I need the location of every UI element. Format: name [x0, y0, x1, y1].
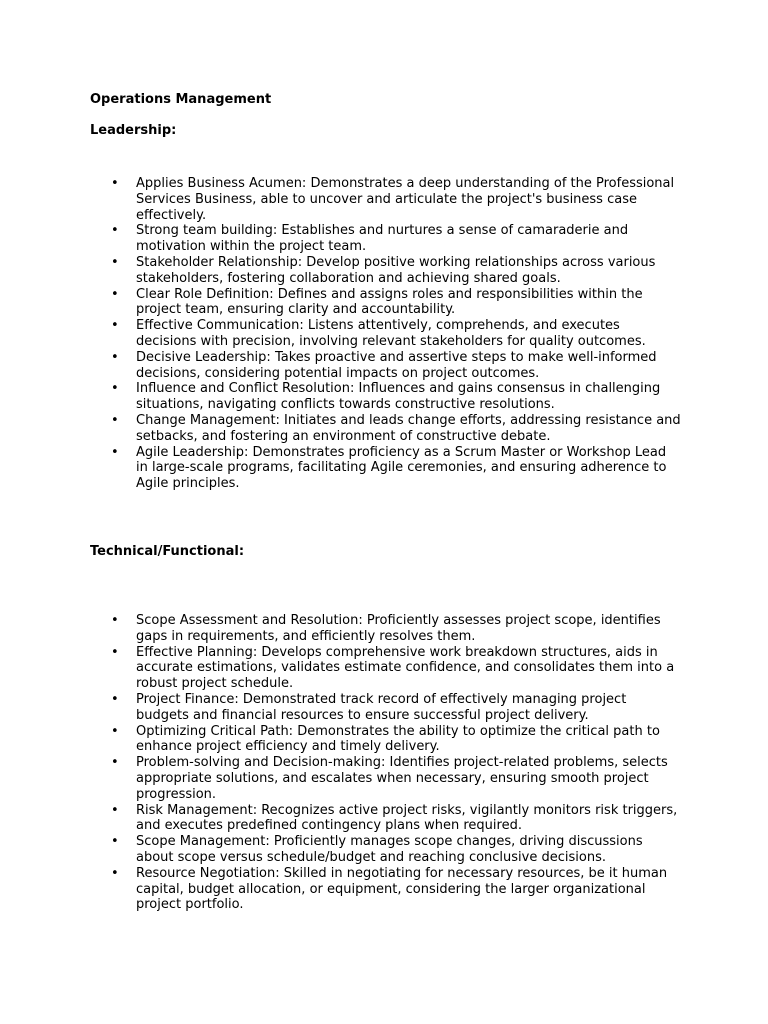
- list-item: [90, 381, 690, 413]
- list-item-text: Strong team building: Establishes and nurtures a sense of camaraderie and motivation within the project team.: [136, 223, 629, 255]
- bullet-icon: •: [111, 176, 119, 191]
- list-item: [90, 645, 690, 692]
- list-item-text: Resource Negotiation: Skilled in negotiating for necessary resources, be it human capital, budget allocation, or equipment, considering the larger organizational project portfolio.: [136, 865, 668, 913]
- bullet-icon: •: [111, 444, 119, 460]
- page-title: Operations Management: [90, 92, 272, 107]
- list-item: [90, 613, 690, 645]
- list-item-text: Project Finance: Demonstrated track record of effectively managing project budgets and financial resources to ensure successful project delivery.: [136, 691, 627, 723]
- list-item-text: Agile Leadership: Demonstrates proficiency as a Scrum Master or Workshop Lead in large-scale programs, facilitating Agile ceremonies, and ensuring adherence to Agile principles.: [136, 444, 667, 492]
- leadership-heading: Leadership:: [90, 123, 177, 138]
- list-item-text: Applies Business Acumen: Demonstrates a deep understanding of the Professional Services Business, able to uncover and articulate the project's business case effectively.: [136, 176, 675, 223]
- list-item-text: Scope Management: Proficiently manages scope changes, driving discussions about scope versus schedule/budget and reaching conclusive decisions.: [136, 834, 643, 865]
- bullet-icon: •: [111, 723, 119, 739]
- bullet-icon: •: [111, 613, 119, 628]
- list-item-text: Clear Role Definition: Defines and assigns roles and responsibilities within the project team, ensuring clarity and accountability.: [136, 286, 643, 318]
- list-item: [90, 724, 690, 756]
- list-item: [90, 413, 690, 445]
- list-item-text: Effective Planning: Develops comprehensive work breakdown structures, aids in accurate estimations, validates estimate confidence, and consolidates them into a robust project schedule.: [136, 644, 675, 692]
- list-item-text: Influence and Conflict Resolution: Influences and gains consensus in challenging situations, navigating conflicts towards constructive resolutions.: [136, 381, 661, 413]
- list-item-text: Stakeholder Relationship: Develop positive working relationships across various stakeholders, fostering collaboration and achieving shared goals.: [136, 254, 656, 286]
- bullet-icon: •: [111, 381, 119, 397]
- list-item: [90, 255, 690, 287]
- list-item: [90, 866, 690, 913]
- list-item: [90, 803, 690, 835]
- bullet-icon: •: [111, 755, 119, 771]
- list-item-text: Decisive Leadership: Takes proactive and assertive steps to make well-informed decisions, considering potential impacts on project outcomes.: [136, 349, 657, 381]
- list-item: [90, 350, 690, 382]
- leadership-list: [90, 176, 690, 492]
- technical-heading: Technical/Functional:: [90, 544, 245, 559]
- bullet-icon: •: [111, 802, 119, 818]
- technical-list: [90, 613, 690, 913]
- bullet-icon: •: [111, 286, 119, 302]
- list-item-text: Problem-solving and Decision-making: Identifies project-related problems, selects appropriate solutions, and escalates when necessary, ensuring smooth project progression.: [136, 755, 668, 802]
- list-item: [90, 223, 690, 255]
- bullet-icon: •: [111, 644, 119, 660]
- list-item-text: Effective Communication: Listens attentively, comprehends, and executes decisions with precision, involving relevant stakeholders for quality outcomes.: [136, 318, 646, 349]
- list-item: [90, 755, 690, 802]
- list-item-text: Risk Management: Recognizes active project risks, vigilantly monitors risk triggers, and executes predefined contingency plans when required.: [136, 802, 678, 834]
- list-item-text: Change Management: Initiates and leads change efforts, addressing resistance and setbacks, and fostering an environment of constructive debate.: [136, 412, 681, 444]
- bullet-icon: •: [111, 318, 119, 334]
- list-item: [90, 287, 690, 319]
- bullet-icon: •: [111, 223, 119, 239]
- list-item: [90, 176, 690, 223]
- bullet-icon: •: [111, 691, 119, 707]
- list-item: [90, 445, 690, 492]
- list-item: [90, 834, 690, 866]
- list-item: [90, 318, 690, 350]
- bullet-icon: •: [111, 834, 119, 850]
- bullet-icon: •: [111, 349, 119, 365]
- list-item-text: Scope Assessment and Resolution: Proficiently assesses project scope, identifies gaps in requirements, and efficiently resolves them.: [136, 613, 661, 644]
- list-item-text: Optimizing Critical Path: Demonstrates the ability to optimize the critical path to enhance project efficiency and timely delivery.: [136, 723, 660, 755]
- bullet-icon: •: [111, 254, 119, 270]
- bullet-icon: •: [111, 412, 119, 428]
- bullet-icon: •: [111, 865, 119, 881]
- list-item: [90, 692, 690, 724]
